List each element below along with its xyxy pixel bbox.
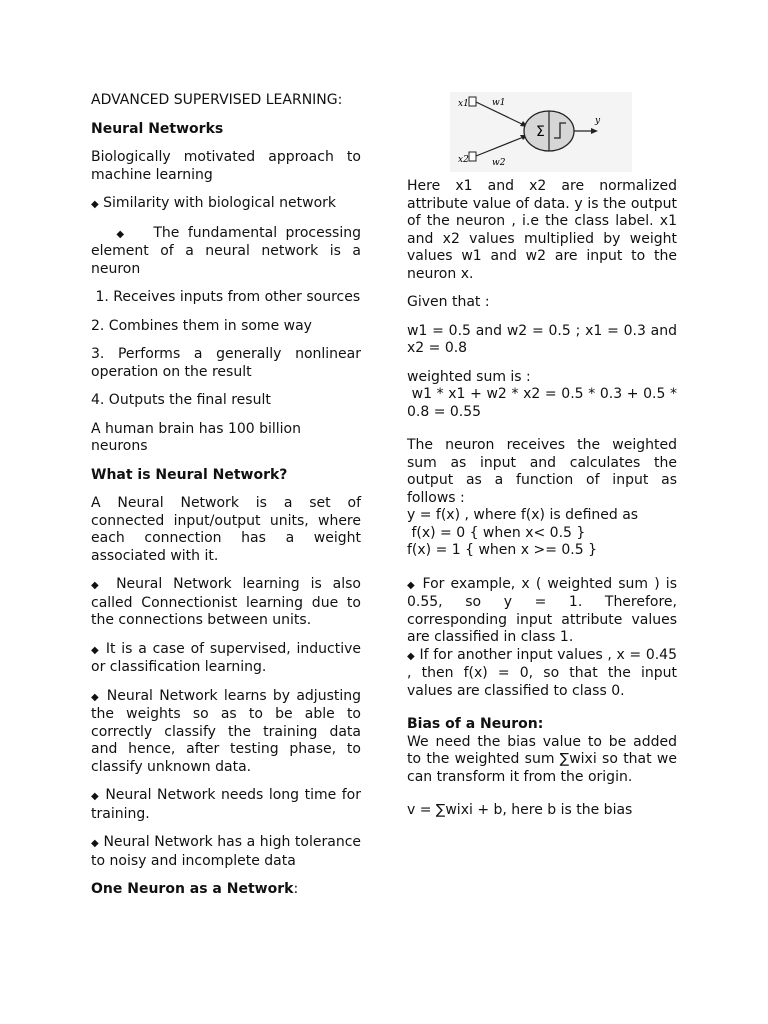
y-label: y [595, 116, 601, 126]
bullet-icon: ◆ [91, 838, 99, 849]
bullet-supervised: ◆ It is a case of supervised, inductive or classification learning. [91, 640, 361, 675]
step-4: 4. Outputs the final result [91, 392, 271, 408]
given-values: w1 = 0.5 and w2 = 0.5 ; x1 = 0.3 and x2 = 0.8 [407, 322, 677, 356]
bias-title: Bias of a Neuron: [407, 716, 544, 732]
explanation-text: Here x1 and x2 are normalized attribute value of data. y is the output of the neuron , i.e the class label. x1 and x2 values multiplied by weight values w1 and w2 are input to the neuron x. [407, 178, 677, 282]
neuron-receives-text: The neuron receives the weighted sum as input and calculates the output as a function of input as follows : [407, 437, 677, 506]
section-title-neural-networks: Neural Networks [91, 120, 224, 137]
bullet-icon: ◆ [407, 579, 417, 591]
bullet-icon: ◆ [91, 644, 101, 656]
bullet-icon: ◆ [91, 791, 100, 802]
bullet-learns: ◆ Neural Network learns by adjusting the weights so as to be able to correctly classify the training data and hence, after testing phase, to classify unknown data. [91, 687, 362, 775]
step-1: 1. Receives inputs from other sources [91, 289, 361, 305]
example-1: ◆ For example, x ( weighted sum ) is 0.55, so y = 1. Therefore, corresponding input attribute values are classified in class 1. [407, 575, 677, 645]
brain-fact: A human brain has 100 billion neurons [91, 420, 301, 454]
x2-input-box [469, 152, 476, 161]
bullet-connectionist: ◆ Neural Network learning is also called Connectionist learning due to the connections between units. [91, 576, 361, 628]
neuron-diagram [450, 92, 632, 172]
examples-block [407, 576, 677, 701]
weighted-sum-formula: w1 * x1 + w2 * x2 = 0.5 * 0.3 + 0.5 * 0.8 = 0.55 [407, 386, 682, 420]
activation-block [407, 437, 677, 560]
intro-text: Biologically motivated approach to machine learning [91, 149, 361, 183]
w2-label: w2 [492, 158, 506, 168]
x1-input-box [469, 97, 476, 106]
example-2: ◆ If for another input values , x = 0.45 , then f(x) = 0, so that the input values are classified to class 0. [407, 646, 677, 699]
right-column [407, 178, 682, 820]
sum-symbol: Σ [536, 124, 545, 140]
bullet-icon: ◆ [91, 199, 99, 210]
fx-definition: y = f(x) , where f(x) is defined as [407, 507, 639, 523]
step-3: 3. Performs a generally nonlinear operation on the result [91, 346, 361, 380]
definition-text: A Neural Network is a set of connected input/output units, where each connection has a weight associated with it. [91, 495, 361, 564]
x2-label: x2 [458, 155, 469, 165]
bullet-icon: ◆ [91, 691, 101, 703]
w1-label: w1 [492, 98, 506, 108]
bullet-icon: ◆ [91, 580, 106, 591]
weighted-sum-block [407, 368, 682, 422]
bullet-icon: ◆ [116, 228, 129, 240]
bias-block [407, 716, 677, 786]
bias-text: We need the bias value to be added to the weighted sum ∑wixi so that we can transform it from the origin. [407, 733, 677, 785]
bias-formula: v = ∑wixi + b, here b is the bias [407, 802, 633, 818]
fx-one-rule: f(x) = 1 { when x >= 0.5 } [407, 542, 598, 558]
section-title-what-is: What is Neural Network? [91, 466, 288, 483]
bullet-processing: ◆ The fundamental processing element of a neural network is a neuron [91, 224, 361, 277]
weighted-sum-label: weighted sum is : [407, 368, 531, 385]
left-column [91, 92, 361, 910]
fx-zero-rule: f(x) = 0 { when x< 0.5 } [407, 524, 586, 541]
page-heading: ADVANCED SUPERVISED LEARNING: [91, 92, 343, 108]
bullet-tolerance: ◆ Neural Network has a high tolerance to noisy and incomplete data [91, 834, 362, 869]
bullet-long-time: ◆ Neural Network needs long time for training. [91, 787, 362, 822]
bullet-icon: ◆ [407, 650, 415, 662]
bullet-similarity: ◆ Similarity with biological network [91, 195, 336, 211]
step-2: 2. Combines them in some way [91, 317, 312, 334]
section-title-one-neuron: One Neuron as a Network: [91, 881, 299, 897]
x1-label: x1 [458, 99, 469, 109]
given-label: Given that : [407, 294, 490, 310]
